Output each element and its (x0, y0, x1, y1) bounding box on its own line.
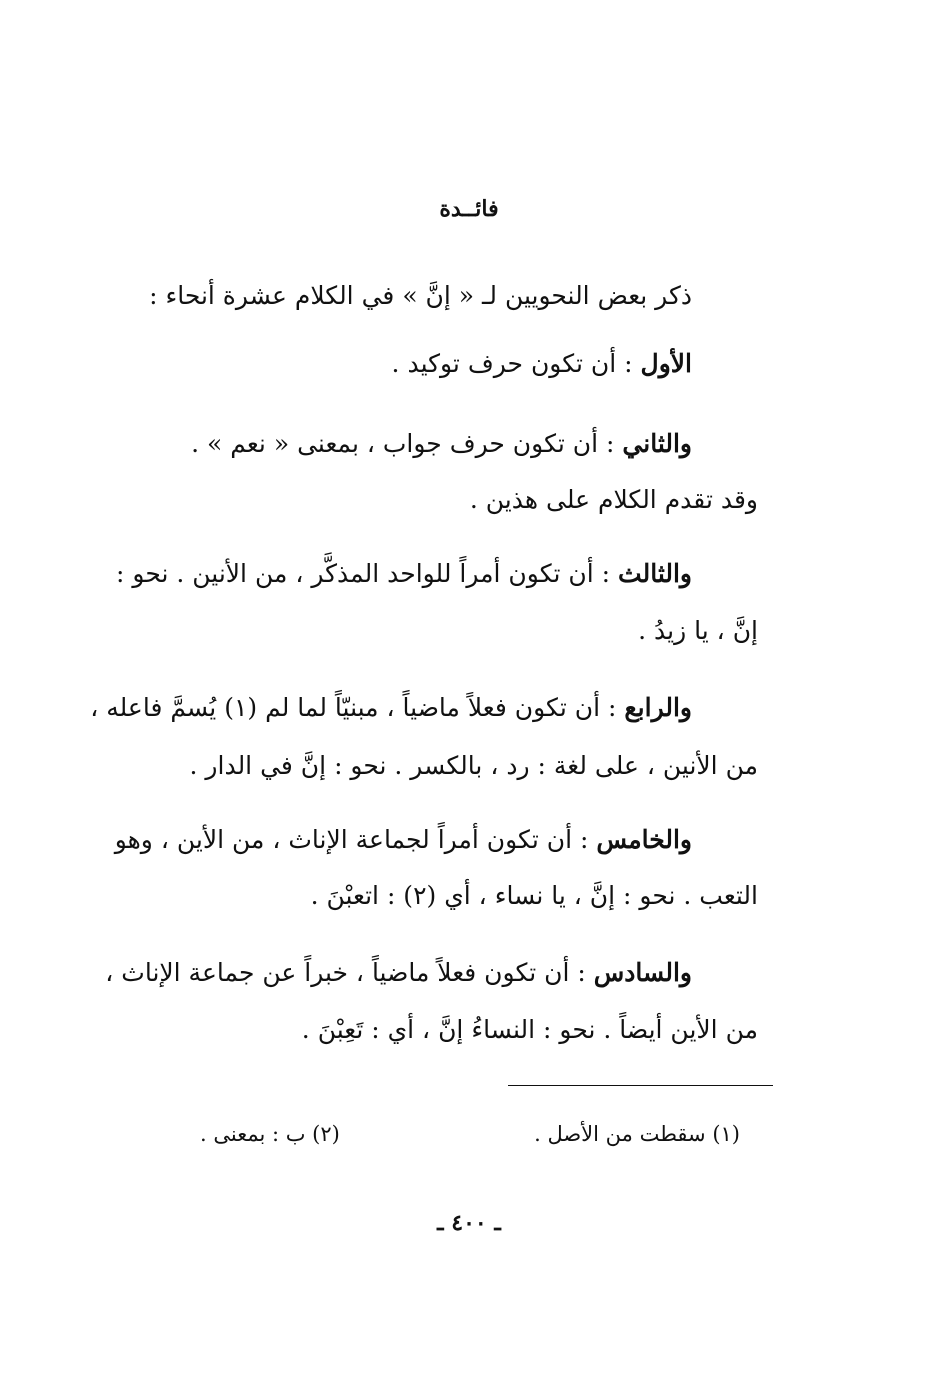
item-first-line-1: الأول : أن تكون حرف توكيد . (391, 349, 692, 378)
item-second-line-2: وقد تقدم الكلام على هذين . (469, 485, 758, 514)
item-third-line-2: إنَّ ، يا زيدُ . (638, 616, 758, 645)
footnotes (200, 1122, 740, 1146)
item-fifth-line-2: التعب . نحو : إنَّ ، يا نساء ، أي (٢) : اتعبْنَ . (310, 881, 758, 910)
item-second-line-1: والثاني : أن تكون حرف جواب ، بمعنى « نعم » . (191, 429, 692, 458)
section-title: فائــدة (439, 196, 499, 222)
item-sixth-line-2: من الأين أيضاً . نحو : النساءُ إنَّ ، أي : تَعِبْنَ . (301, 1015, 758, 1044)
item-fifth-line-1: والخامس : أن تكون أمراً لجماعة الإناث ، من الأين ، وهو (114, 825, 692, 854)
intro-line: ذكر بعض النحويين لـ « إنَّ » في الكلام عشرة أنحاء : (149, 281, 692, 310)
footnote-divider (508, 1085, 773, 1086)
item-third-line-1: والثالث : أن تكون أمراً للواحد المذكَّر ، من الأنين . نحو : (116, 559, 692, 588)
item-fourth-line-1: والرابع : أن تكون فعلاً ماضياً ، مبنيّاً لما لم (١) يُسمَّ فاعله ، (90, 693, 692, 722)
item-fourth-line-2: من الأنين ، على لغة : رد ، بالكسر . نحو : إنَّ في الدار . (189, 751, 758, 780)
item-sixth-line-1: والسادس : أن تكون فعلاً ماضياً ، خبراً عن جماعة الإناث ، (105, 958, 692, 987)
page-number: ـ ٤٠٠ ـ (437, 1210, 501, 1236)
footnote-2: (٢) ب : بمعنى . (200, 1122, 340, 1146)
footnote-1: (١) سقطت من الأصل . (534, 1122, 740, 1146)
